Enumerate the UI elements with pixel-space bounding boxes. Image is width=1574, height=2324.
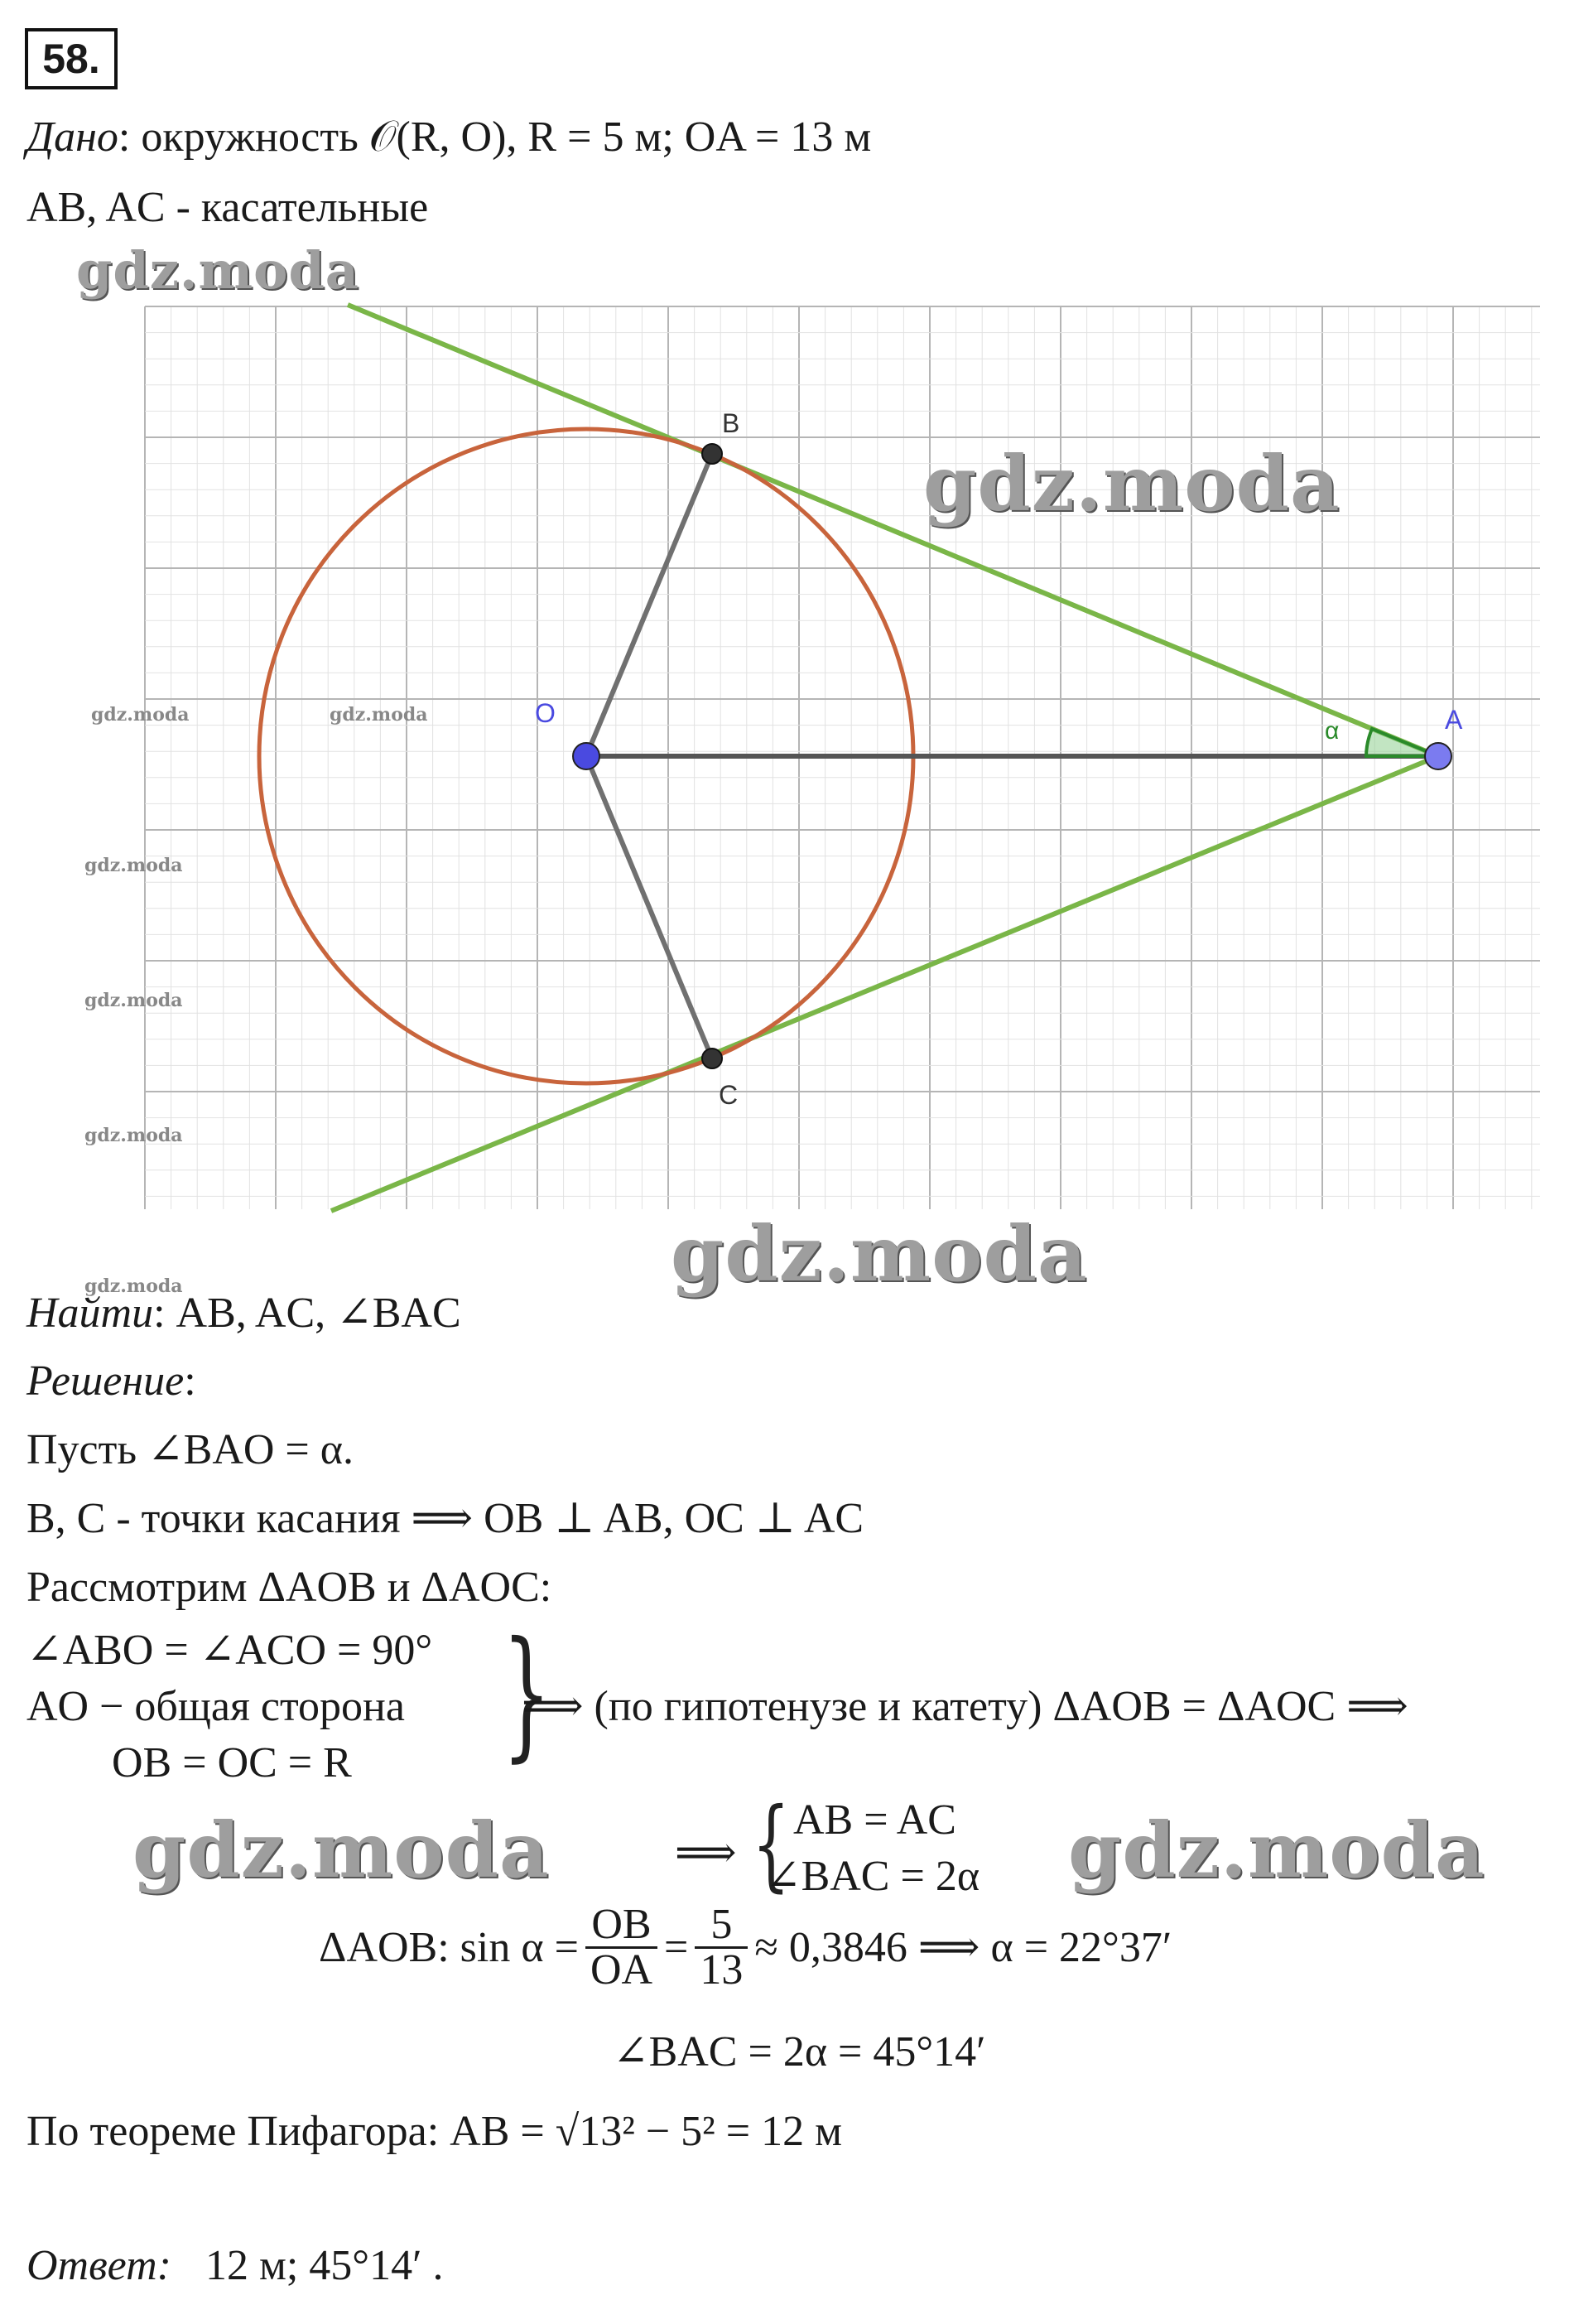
solution-heading: Решение: — [26, 1357, 196, 1405]
point-C — [702, 1049, 722, 1068]
given-text: : окружность 𝒪(R, O), R = 5 м; OA = 13 м — [118, 113, 872, 161]
answer-label: Ответ: — [26, 2242, 171, 2289]
fraction-ob-oa — [585, 1903, 657, 1992]
watermark-small: gdz.moda — [91, 704, 190, 726]
given-label: Дано — [26, 113, 118, 161]
system1-row-2: AO − общая сторона — [26, 1683, 405, 1730]
system1-row-3: OB = OC = R — [112, 1739, 352, 1786]
problem-number: 58. — [25, 28, 118, 89]
find-line — [26, 1292, 461, 1335]
watermark: gdz.moda — [132, 1806, 550, 1895]
solution-line-2: B, C - точки касания ⟹ OB ⊥ AB, OC ⊥ AC — [26, 1495, 864, 1542]
label-C: C — [719, 1080, 739, 1110]
fraction-numerator: OB — [585, 1903, 657, 1949]
sin-equation — [319, 1903, 1172, 1992]
angle-bac-line: ∠BAC = 2α = 45°14′ — [613, 2028, 986, 2076]
watermark: gdz.moda — [76, 240, 359, 301]
solution-line-1: Пусть ∠BAO = α. — [26, 1426, 354, 1473]
label-A: A — [1445, 705, 1463, 735]
system1-result: ⟹ (по гипотенузе и катету) ΔAOB = ΔAOC ⟹ — [522, 1683, 1408, 1730]
fraction-numerator: 5 — [695, 1903, 748, 1949]
watermark-small: gdz.moda — [84, 1125, 183, 1146]
fraction-5-13 — [695, 1903, 748, 1992]
answer-line — [26, 2244, 443, 2288]
watermark: gdz.moda — [923, 439, 1341, 528]
watermark: gdz.moda — [1068, 1806, 1485, 1895]
watermark-small: gdz.moda — [330, 704, 428, 726]
system2-arrow: ⟹ — [675, 1830, 737, 1877]
point-A — [1425, 743, 1451, 769]
system1-row-1: ∠ABO = ∠ACO = 90° — [26, 1627, 433, 1674]
system2-row-2: ∠BAC = 2α — [765, 1853, 980, 1900]
point-B — [702, 444, 722, 464]
equals-sign: = — [664, 1923, 689, 1971]
solution-line-3: Рассмотрим ΔAOB и ΔAOC: — [26, 1564, 552, 1611]
point-O — [573, 743, 599, 769]
left-brace: { — [752, 1787, 791, 1902]
fraction-denominator: 13 — [700, 1946, 744, 1994]
fraction-denominator: OA — [590, 1946, 653, 1994]
right-brace: { — [502, 1612, 551, 1776]
label-B: B — [722, 408, 740, 438]
watermark-small: gdz.moda — [84, 855, 183, 876]
find-text: : AB, AC, ∠BAC — [153, 1290, 461, 1337]
given-line-2: AB, AC - касательные — [26, 184, 429, 231]
watermark-small: gdz.moda — [84, 990, 183, 1011]
sin-prefix: ΔAOB: sin α = — [319, 1923, 579, 1971]
pythagoras-line: По теореме Пифагора: AB = √13² − 5² = 12 м — [26, 2108, 842, 2155]
label-O: O — [535, 698, 556, 728]
watermark-small: gdz.moda — [84, 1275, 183, 1297]
watermark: gdz.moda — [671, 1209, 1088, 1299]
system2-row-1: AB = AC — [793, 1796, 956, 1844]
sin-suffix: ≈ 0,3846 ⟹ α = 22°37′ — [754, 1923, 1172, 1971]
label-alpha: α — [1325, 717, 1340, 745]
solution-label: Решение — [26, 1357, 185, 1405]
find-label: Найти — [26, 1290, 154, 1337]
tangent-line-AC — [331, 756, 1438, 1211]
answer-text: 12 м; 45°14′ . — [205, 2242, 444, 2289]
segment-OB — [586, 454, 712, 756]
